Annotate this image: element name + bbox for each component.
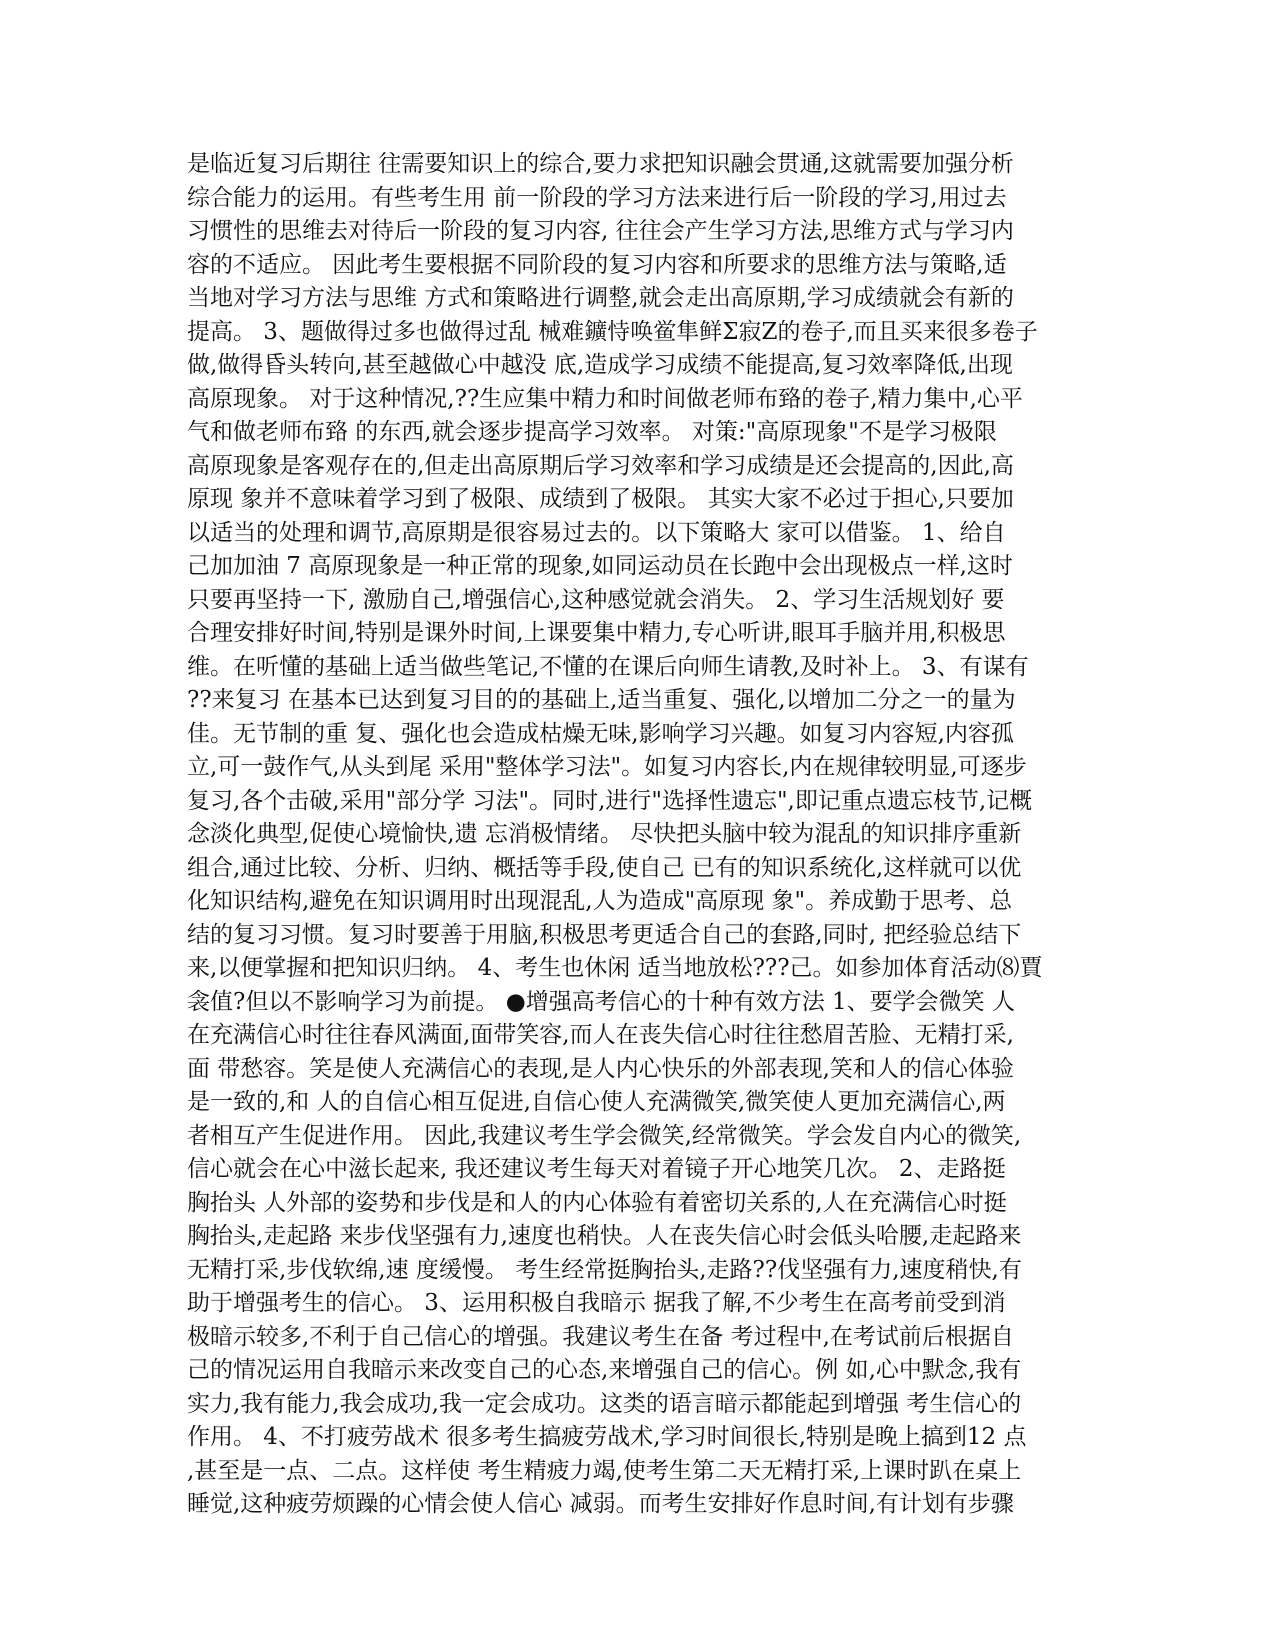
- text-line: 维。在听懂的基础上适当做些笔记,不懂的在课后向师生请教,及时补上。 3、有谋有: [187, 653, 1029, 680]
- text-line: 高原现象是客观存在的,但走出高原期后学习效率和学习成绩是还会提高的,因此,高: [187, 452, 1014, 479]
- text-line: 面 带愁容。笑是使人充满信心的表现,是人内心快乐的外部表现,笑和人的信心体验: [187, 1055, 1014, 1082]
- text-line: 来,以便掌握和把知识归纳。 4、考生也休闲 适当地放松???己。如参加体育活动⑻賈: [187, 955, 1043, 981]
- text-line: 睡觉,这种疲劳烦躁的心情会使人信心 减弱。而考生安排好作息时间,有计划有步骤: [187, 1491, 1014, 1517]
- text-line: 原现 象并不意味着学习到了极限、成绩到了极限。 其实大家不必过于担心,只要加: [187, 486, 1014, 512]
- text-line: 者相互产生促进作用。 因此,我建议考生学会微笑,经常微笑。学会发自内心的微笑,: [187, 1122, 1022, 1149]
- text-line: 己加加油 7 高原现象是一种正常的现象,如同运动员在长跑中会出现极点一样,这时: [187, 553, 1013, 579]
- text-line: 是一致的,和 人的自信心相互促进,自信心使人充满微笑,微笑使人更加充满信心,两: [187, 1089, 1006, 1115]
- text-line: 提高。 3、题做得过多也做得过乱 械难鑛恃唤鲎隼鲜Σ寂Z的卷子,而且买来很多卷子: [187, 318, 1038, 345]
- text-line: 助于增强考生的信心。 3、运用积极自我暗示 据我了解,不少考生在高考前受到消: [187, 1290, 1006, 1316]
- body-text: [187, 148, 1087, 1522]
- text-line: 在充满信心时往往春风满面,面带笑容,而人在丧失信心时往往愁眉苦脸、无精打采,: [187, 1022, 1014, 1048]
- text-line: 己的情况运用自我暗示来改变自己的心态,来增强自己的信心。例 如,心中默念,我有: [187, 1357, 1022, 1383]
- text-line: 以适当的处理和调节,高原期是很容易过去的。以下策略大 家可以借鉴。 1、给自: [187, 519, 1006, 546]
- text-line: 复习,各个击破,采用"部分学 习法"。同时,进行"选择性遗忘",即记重点遗忘枝节,记概: [187, 787, 1033, 814]
- text-line: ,甚至是一点、二点。这样使 考生精疲力竭,使考生第二天无精打采,上课时趴在桌上: [187, 1457, 1022, 1484]
- text-line: 信心就会在心中滋长起来, 我还建议考生每天对着镜子开心地笑几次。 2、走路挺: [187, 1156, 1006, 1182]
- text-line: ??来复习 在基本已达到复习目的的基础上,适当重复、强化,以增加二分之一的量为: [187, 687, 1016, 713]
- text-line: 极暗示较多,不利于自己信心的增强。我建议考生在备 考过程中,在考试前后根据自: [187, 1323, 1014, 1350]
- text-line: 结的复习习惯。复习时要善于用脑,积极思考更适合自己的套路,同时, 把经验总结下: [187, 921, 1022, 948]
- text-line: 衾值?但以不影响学习为前提。 ●增强高考信心的十种有效方法 1、要学会微笑 人: [187, 988, 1015, 1015]
- text-line: 综合能力的运用。有些考生用 前一阶段的学习方法来进行后一阶段的学习,用过去: [187, 184, 1007, 211]
- text-line: 胸抬头,走起路 来步伐坚强有力,速度也稍快。人在丧失信心时会低头哈腰,走起路来: [187, 1223, 1022, 1249]
- text-line: 佳。无节制的重 复、强化也会造成枯燥无味,影响学习兴趣。如复习内容短,内容孤: [187, 720, 1014, 747]
- text-line: 容的不适应。 因此考生要根据不同阶段的复习内容和所要求的思维方法与策略,适: [187, 251, 1007, 278]
- text-line: 实力,我有能力,我会成功,我一定会成功。这类的语言暗示都能起到增强 考生信心的: [187, 1390, 1022, 1417]
- text-line: 念淡化典型,促使心境愉快,遗 忘消极情绪。 尽快把头脑中较为混乱的知识排序重新: [187, 821, 1022, 847]
- text-line: 化知识结构,避免在知识调用时出现混乱,人为造成"高原现 象"。养成勤于思考、总: [187, 888, 1013, 914]
- text-line: 只要再坚持一下, 激励自己,增强信心,这种感觉就会消失。 2、学习生活规划好 要: [187, 586, 1005, 613]
- text-line: 气和做老师布臵 的东西,就会逐步提高学习效率。 对策:"高原现象"不是学习极限: [187, 419, 997, 445]
- text-line: 立,可一鼓作气,从头到尾 采用"整体学习法"。如复习内容长,内在规律较明显,可逐步: [187, 754, 1027, 780]
- text-line: 习惯性的思维去对待后一阶段的复习内容, 往往会产生学习方法,思维方式与学习内: [187, 218, 1014, 244]
- text-line: 是临近复习后期往 往需要知识上的综合,要力求把知识融会贯通,这就需要加强分析: [187, 151, 1014, 177]
- text-line: 做,做得昏头转向,甚至越做心中越没 底,造成学习成绩不能提高,复习效率降低,出现: [187, 352, 1013, 378]
- text-line: 无精打采,步伐软绵,速 度缓慢。 考生经常挺胸抬头,走路??伐坚强有力,速度稍快,有: [187, 1256, 1022, 1283]
- text-line: 高原现象。 对于这种情况,??生应集中精力和时间做老师布臵的卷子,精力集中,心平: [187, 385, 1023, 412]
- text-line: 组合,通过比较、分析、归纳、概括等手段,使自己 已有的知识系统化,这样就可以优: [187, 854, 1022, 881]
- text-line: 胸抬头 人外部的姿势和步伐是和人的内心体验有着密切关系的,人在充满信心时挺: [187, 1189, 1007, 1216]
- text-line: 作用。 4、不打疲劳战术 很多考生搞疲劳战术,学习时间很长,特别是晚上搞到12 点: [187, 1424, 1027, 1450]
- text-line: 当地对学习方法与思维 方式和策略进行调整,就会走出高原期,学习成绩就会有新的: [187, 285, 1014, 311]
- text-line: 合理安排好时间,特别是课外时间,上课要集中精力,专心听讲,眼耳手脑并用,积极思: [187, 620, 1006, 646]
